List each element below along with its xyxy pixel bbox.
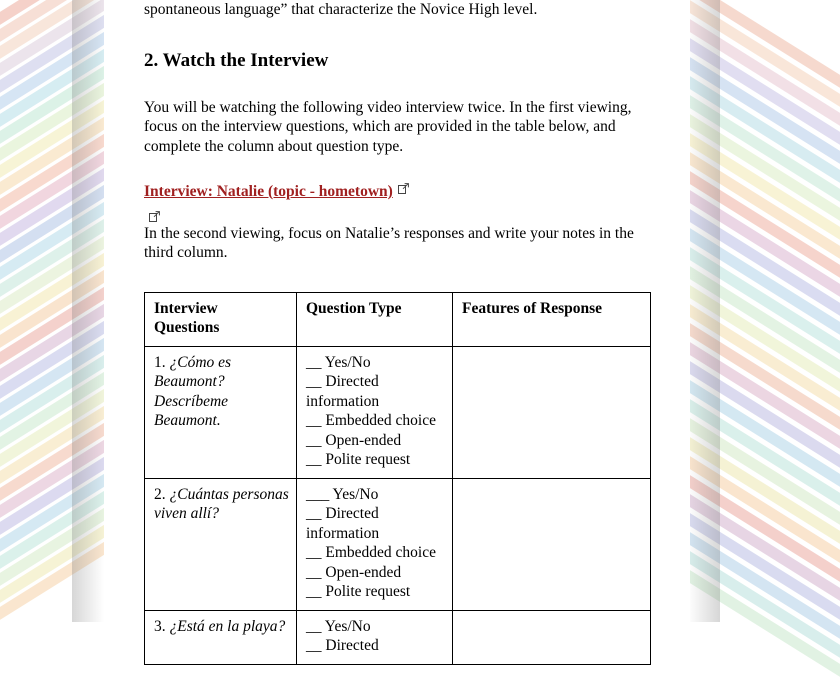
column-header-features-of-response: Features of Response: [453, 292, 651, 346]
decorative-right-art: [720, 0, 790, 622]
option-open-ended[interactable]: __ Open-ended: [306, 563, 402, 581]
table-row: [145, 478, 651, 610]
section-heading: 2. Watch the Interview: [144, 49, 329, 71]
top-paragraph: spontaneous language” that characterize the Novice High level.: [144, 1, 538, 18]
interview-link-line: [144, 182, 652, 202]
second-viewing-paragraph: In the second viewing, focus on Natalie’s responses and write your notes in the third column.: [144, 224, 634, 261]
question-type-cell: [297, 346, 453, 478]
question-cell: [145, 610, 297, 664]
question-cell: [145, 478, 297, 610]
question-type-cell: [297, 478, 453, 610]
interview-video-link[interactable]: Interview: Natalie (topic - hometown): [144, 183, 393, 200]
question-text: ¿Cuántas personas viven allí?: [154, 485, 289, 522]
option-embedded-choice[interactable]: __ Embedded choice: [306, 412, 436, 429]
features-cell[interactable]: [453, 478, 651, 610]
question-number: 3.: [154, 617, 166, 635]
option-yes-no[interactable]: __ Yes/No: [306, 617, 371, 635]
page-shadow-left: [72, 0, 104, 622]
option-yes-no[interactable]: ___ Yes/No: [306, 485, 379, 503]
table-row: [145, 610, 651, 664]
external-link-icon-secondary: [149, 211, 652, 222]
question-number: 1.: [154, 353, 166, 371]
option-directed-information[interactable]: __ Directed information: [306, 505, 380, 542]
column-header-question-type: Question Type: [297, 292, 453, 346]
features-cell[interactable]: [453, 610, 651, 664]
features-cell[interactable]: [453, 346, 651, 478]
question-type-cell: [297, 610, 453, 664]
header-line-1: Interview: [154, 299, 218, 317]
interview-table: [144, 292, 651, 665]
option-polite-request[interactable]: __ Polite request: [306, 583, 411, 600]
document-body: [104, 0, 690, 654]
decorative-left-art: [0, 0, 72, 622]
question-number: 2.: [154, 485, 166, 503]
option-directed-information[interactable]: __ Directed information: [306, 373, 380, 410]
option-yes-no[interactable]: __ Yes/No: [306, 353, 371, 371]
page-shadow-right: [688, 0, 720, 622]
question-text: ¿Está en la playa?: [169, 617, 286, 635]
external-link-icon: [398, 183, 409, 194]
option-embedded-choice[interactable]: __ Embedded choice: [306, 544, 436, 561]
option-open-ended[interactable]: __ Open-ended: [306, 431, 402, 449]
instructions-paragraph: You will be watching the following video interview twice. In the first viewing, focus on the interview questions, which are provided in the table below, and complete the column about question type.: [144, 98, 632, 155]
question-text: ¿Cómo es Beaumont? Descríbeme Beaumont.: [154, 353, 232, 429]
table-row: [145, 346, 651, 478]
column-header-interview-questions: [145, 292, 297, 346]
option-polite-request[interactable]: __ Polite request: [306, 451, 411, 468]
table-header-row: [145, 292, 651, 346]
header-line-2: Questions: [154, 319, 220, 336]
question-cell: [145, 346, 297, 478]
option-directed-information[interactable]: __ Directed: [306, 637, 379, 654]
